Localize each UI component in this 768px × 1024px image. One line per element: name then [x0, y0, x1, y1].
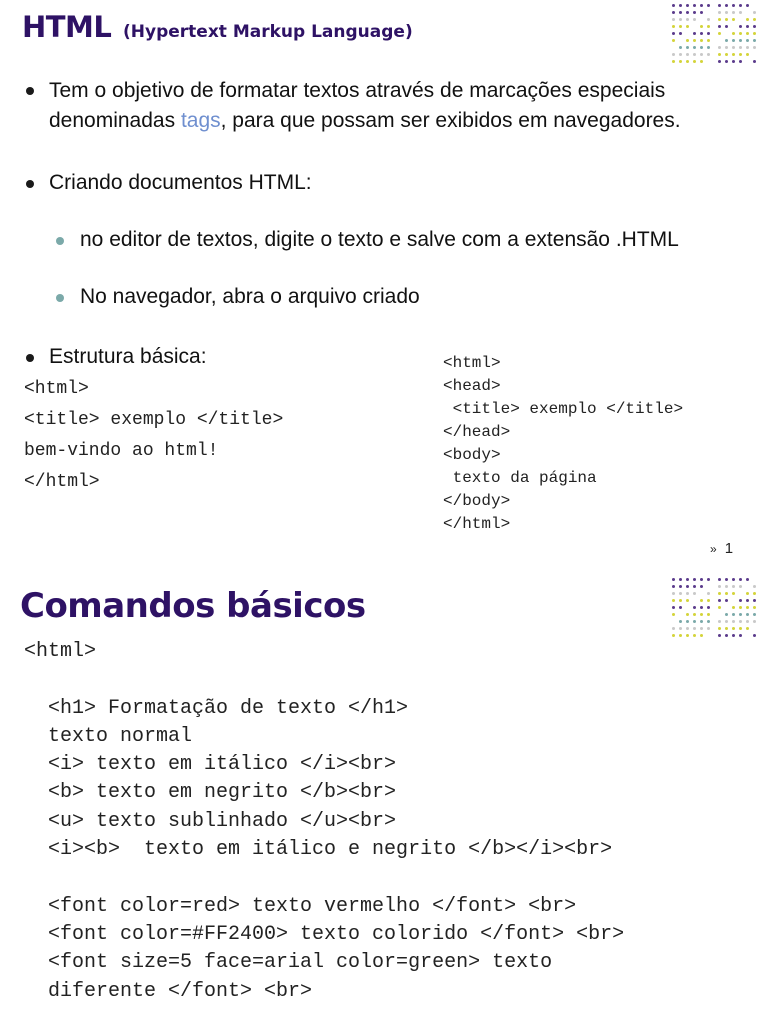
- decorative-dot: [700, 39, 703, 42]
- decorative-dot: [672, 578, 675, 581]
- decorative-dot: [732, 627, 735, 630]
- decorative-dot-grid-icon: [672, 4, 764, 66]
- decorative-dot: [679, 60, 682, 63]
- decorative-dot: [732, 39, 735, 42]
- decorative-dot: [753, 599, 756, 602]
- decorative-dot: [686, 634, 689, 637]
- decorative-dot: [753, 613, 756, 616]
- decorative-dot: [753, 25, 756, 28]
- decorative-dot: [746, 578, 749, 581]
- decorative-dot: [693, 627, 696, 630]
- decorative-dot: [725, 53, 728, 56]
- decorative-dot: [725, 60, 728, 63]
- bullet-objective-line2: [49, 106, 681, 136]
- decorative-dot: [753, 620, 756, 623]
- decorative-dot: [686, 613, 689, 616]
- sub-bullet-dot-icon: [56, 294, 64, 302]
- decorative-dot: [732, 613, 735, 616]
- decorative-dot: [700, 46, 703, 49]
- decorative-dot: [718, 46, 721, 49]
- decorative-dot: [725, 39, 728, 42]
- decorative-dot: [707, 4, 710, 7]
- decorative-dot: [718, 53, 721, 56]
- decorative-dot: [679, 634, 682, 637]
- decorative-dot: [746, 46, 749, 49]
- decorative-dot-grid-icon: [672, 578, 764, 640]
- decorative-dot: [725, 25, 728, 28]
- decorative-dot: [686, 620, 689, 623]
- decorative-dot: [672, 32, 675, 35]
- decorative-dot: [686, 39, 689, 42]
- decorative-dot: [672, 613, 675, 616]
- decorative-dot: [739, 578, 742, 581]
- decorative-dot: [686, 25, 689, 28]
- decorative-dot: [739, 11, 742, 14]
- decorative-dot: [672, 18, 675, 21]
- decorative-dot: [725, 578, 728, 581]
- sub-bullet-editor: no editor de textos, digite o texto e salve com a extensão .HTML: [80, 228, 679, 251]
- decorative-dot: [732, 32, 735, 35]
- decorative-dot: [679, 18, 682, 21]
- decorative-dot: [686, 60, 689, 63]
- slide-title: [22, 10, 413, 44]
- decorative-dot: [686, 599, 689, 602]
- decorative-dot: [739, 599, 742, 602]
- title-subtitle: (Hypertext Markup Language): [123, 22, 413, 42]
- decorative-dot: [707, 39, 710, 42]
- bullet-dot-icon: [26, 354, 34, 362]
- page-number: 1: [724, 540, 734, 557]
- decorative-dot: [739, 627, 742, 630]
- decorative-dot: [672, 39, 675, 42]
- bullet-dot-icon: [26, 180, 34, 188]
- decorative-dot: [732, 620, 735, 623]
- decorative-dot: [739, 585, 742, 588]
- bullet-objective: [49, 76, 681, 136]
- decorative-dot: [679, 11, 682, 14]
- decorative-dot: [693, 592, 696, 595]
- decorative-dot: [693, 634, 696, 637]
- decorative-dot: [725, 585, 728, 588]
- decorative-dot: [753, 592, 756, 595]
- sub-bullet-browser: No navegador, abra o arquivo criado: [80, 285, 420, 308]
- decorative-dot: [700, 599, 703, 602]
- decorative-dot: [725, 620, 728, 623]
- decorative-dot: [746, 53, 749, 56]
- decorative-dot: [693, 620, 696, 623]
- title-main: HTML: [22, 10, 112, 44]
- decorative-dot: [700, 4, 703, 7]
- decorative-dot: [732, 53, 735, 56]
- decorative-dot: [739, 39, 742, 42]
- code-example-simple: <html> <title> exemplo </title> bem-vindo ao html! </html>: [24, 379, 284, 492]
- decorative-dot: [700, 60, 703, 63]
- decorative-dot: [753, 60, 756, 63]
- decorative-dot: [686, 578, 689, 581]
- decorative-dot: [693, 578, 696, 581]
- line2-post: , para que possam ser exibidos em navegadores.: [220, 109, 681, 132]
- decorative-dot: [746, 592, 749, 595]
- decorative-dot: [732, 60, 735, 63]
- decorative-dot: [693, 4, 696, 7]
- decorative-dot: [739, 46, 742, 49]
- decorative-dot: [725, 592, 728, 595]
- decorative-dot: [700, 25, 703, 28]
- decorative-dot: [725, 613, 728, 616]
- bullet-dot-icon: [26, 87, 34, 95]
- decorative-dot: [732, 4, 735, 7]
- decorative-dot: [700, 613, 703, 616]
- decorative-dot: [746, 39, 749, 42]
- decorative-dot: [746, 4, 749, 7]
- decorative-dot: [718, 620, 721, 623]
- decorative-dot: [672, 53, 675, 56]
- line2-pre: denominadas: [49, 109, 181, 132]
- decorative-dot: [732, 592, 735, 595]
- decorative-dot: [746, 25, 749, 28]
- decorative-dot: [746, 627, 749, 630]
- decorative-dot: [718, 60, 721, 63]
- decorative-dot: [725, 599, 728, 602]
- bullet-creating-docs: Criando documentos HTML:: [49, 171, 312, 194]
- decorative-dot: [746, 606, 749, 609]
- decorative-dot: [753, 606, 756, 609]
- decorative-dot: [739, 613, 742, 616]
- decorative-dot: [718, 634, 721, 637]
- decorative-dot: [746, 599, 749, 602]
- decorative-dot: [739, 634, 742, 637]
- decorative-dot: [718, 18, 721, 21]
- decorative-dot: [739, 4, 742, 7]
- decorative-dot: [707, 18, 710, 21]
- decorative-dot: [739, 620, 742, 623]
- decorative-dot: [686, 585, 689, 588]
- decorative-dot: [679, 578, 682, 581]
- decorative-dot: [679, 592, 682, 595]
- decorative-dot: [700, 606, 703, 609]
- decorative-dot: [732, 634, 735, 637]
- decorative-dot: [693, 46, 696, 49]
- decorative-dot: [672, 4, 675, 7]
- decorative-dot: [739, 60, 742, 63]
- decorative-dot: [700, 32, 703, 35]
- decorative-dot: [725, 46, 728, 49]
- decorative-dot: [718, 599, 721, 602]
- decorative-dot: [686, 627, 689, 630]
- decorative-dot: [700, 11, 703, 14]
- decorative-dot: [732, 46, 735, 49]
- decorative-dot: [725, 4, 728, 7]
- decorative-dot: [707, 627, 710, 630]
- decorative-dot: [679, 606, 682, 609]
- decorative-dot: [725, 11, 728, 14]
- decorative-dot: [679, 627, 682, 630]
- decorative-dot: [725, 18, 728, 21]
- decorative-dot: [753, 39, 756, 42]
- page-indicator: [710, 540, 733, 557]
- decorative-dot: [672, 11, 675, 14]
- decorative-dot: [707, 32, 710, 35]
- decorative-dot: [686, 4, 689, 7]
- decorative-dot: [707, 46, 710, 49]
- tags-link[interactable]: tags: [180, 109, 221, 132]
- decorative-dot: [700, 585, 703, 588]
- code-example-full: <html> <head> <title> exemplo </title> </head> <body> texto da página </body> </html>: [443, 354, 684, 533]
- slide2-title: Comandos básicos: [20, 586, 366, 626]
- decorative-dot: [686, 18, 689, 21]
- decorative-dot: [672, 60, 675, 63]
- decorative-dot: [718, 25, 721, 28]
- decorative-dot: [718, 627, 721, 630]
- decorative-dot: [725, 634, 728, 637]
- page-marker: »: [710, 542, 717, 556]
- decorative-dot: [732, 606, 735, 609]
- sub-bullet-dot-icon: [56, 237, 64, 245]
- decorative-dot: [672, 627, 675, 630]
- decorative-dot: [707, 592, 710, 595]
- decorative-dot: [686, 53, 689, 56]
- decorative-dot: [679, 585, 682, 588]
- decorative-dot: [672, 592, 675, 595]
- decorative-dot: [732, 11, 735, 14]
- decorative-dot: [718, 32, 721, 35]
- decorative-dot: [686, 592, 689, 595]
- decorative-dot: [732, 578, 735, 581]
- decorative-dot: [700, 634, 703, 637]
- decorative-dot: [693, 53, 696, 56]
- decorative-dot: [718, 578, 721, 581]
- bullet-objective-line1: Tem o objetivo de formatar textos através de marcações especiais: [49, 79, 666, 102]
- decorative-dot: [693, 60, 696, 63]
- decorative-dot: [746, 32, 749, 35]
- decorative-dot: [707, 53, 710, 56]
- decorative-dot: [693, 585, 696, 588]
- decorative-dot: [679, 599, 682, 602]
- decorative-dot: [718, 592, 721, 595]
- decorative-dot: [679, 46, 682, 49]
- decorative-dot: [739, 53, 742, 56]
- decorative-dot: [686, 11, 689, 14]
- decorative-dot: [753, 46, 756, 49]
- decorative-dot: [672, 599, 675, 602]
- decorative-dot: [718, 4, 721, 7]
- decorative-dot: [686, 46, 689, 49]
- decorative-dot: [679, 32, 682, 35]
- decorative-dot: [700, 620, 703, 623]
- decorative-dot: [718, 606, 721, 609]
- decorative-dot: [707, 599, 710, 602]
- decorative-dot: [693, 606, 696, 609]
- decorative-dot: [732, 18, 735, 21]
- decorative-dot: [746, 613, 749, 616]
- decorative-dot: [693, 39, 696, 42]
- decorative-dot: [693, 11, 696, 14]
- decorative-dot: [753, 32, 756, 35]
- decorative-dot: [672, 585, 675, 588]
- decorative-dot: [700, 578, 703, 581]
- decorative-dot: [679, 53, 682, 56]
- decorative-dot: [753, 18, 756, 21]
- decorative-dot: [693, 613, 696, 616]
- decorative-dot: [739, 25, 742, 28]
- decorative-dot: [672, 634, 675, 637]
- decorative-dot: [707, 25, 710, 28]
- decorative-dot: [753, 11, 756, 14]
- decorative-dot: [746, 18, 749, 21]
- decorative-dot: [679, 4, 682, 7]
- decorative-dot: [718, 585, 721, 588]
- decorative-dot: [753, 585, 756, 588]
- decorative-dot: [700, 53, 703, 56]
- decorative-dot: [739, 32, 742, 35]
- decorative-dot: [707, 620, 710, 623]
- decorative-dot: [679, 25, 682, 28]
- decorative-dot: [732, 585, 735, 588]
- decorative-dot: [746, 620, 749, 623]
- decorative-dot: [707, 578, 710, 581]
- decorative-dot: [693, 32, 696, 35]
- decorative-dot: [672, 606, 675, 609]
- decorative-dot: [707, 613, 710, 616]
- bullet-basic-structure: Estrutura básica:: [49, 345, 207, 368]
- decorative-dot: [725, 627, 728, 630]
- decorative-dot: [693, 18, 696, 21]
- decorative-dot: [679, 620, 682, 623]
- decorative-dot: [753, 634, 756, 637]
- code-basic-commands: <html> <h1> Formatação de texto </h1> texto normal <i> texto em itálico </i><br> <b> texto em negrito </b><br> <u> texto sublinhado </u><br> <i><b> texto em itálico e negrito </b></i><br> <font color=red> texto vermelho </font> <br> <font color=#FF2400> texto colorido </font> <br> <font size=5 face=arial color=green> texto diferente </font> <br>: [24, 640, 625, 1003]
- decorative-dot: [672, 25, 675, 28]
- decorative-dot: [707, 606, 710, 609]
- decorative-dot: [739, 606, 742, 609]
- decorative-dot: [700, 627, 703, 630]
- decorative-dot: [718, 11, 721, 14]
